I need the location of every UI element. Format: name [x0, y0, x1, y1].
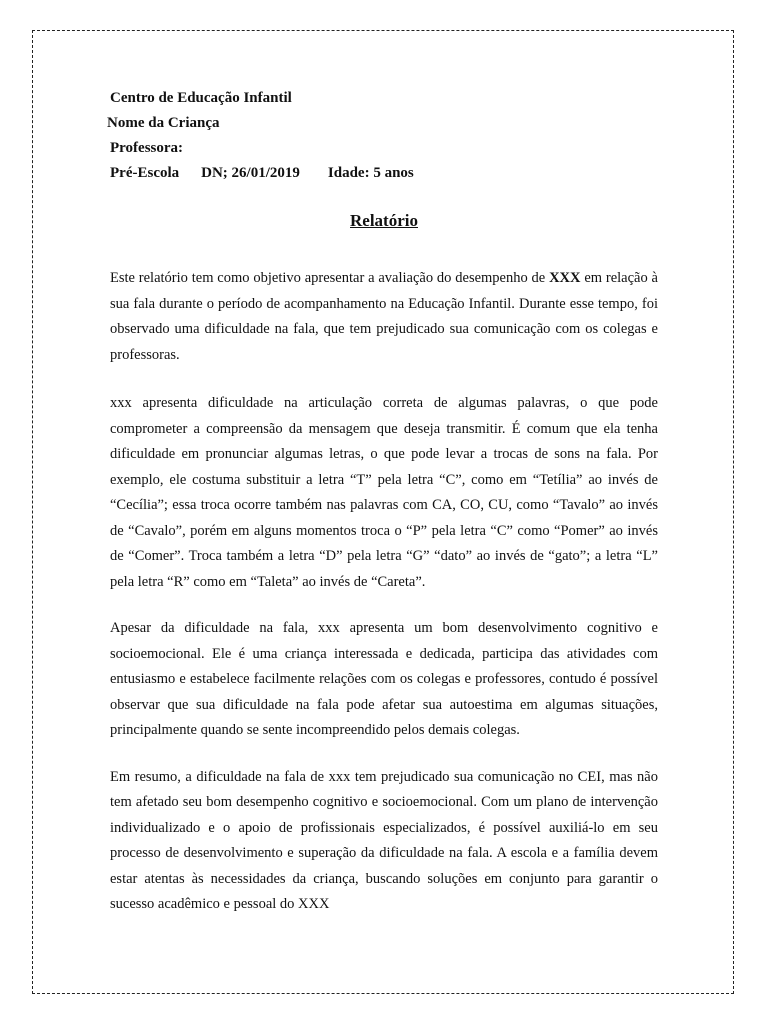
child-name-line: Nome da Criança: [107, 115, 220, 131]
paragraph-development: Apesar da dificuldade na fala, xxx apresenta um bom desenvolvimento cognitivo e socioemocional. Ele é uma criança interessada e dedicada, participa das atividades com entusiasmo e estabelece facilmente relações com os colegas e professores, contudo é possível observar que sua dificuldade na fala pode afetar sua autoestima em algumas situações, principalmente quando se sente incompreendido pelos demais colegas.: [110, 620, 658, 738]
paragraph-articulation: xxx apresenta dificuldade na articulação correta de algumas palavras, o que pode comprometer a compreensão da mensagem que deseja transmitir. É comum que ela tenha dificuldade em pronunciar algumas letras, o que pode levar a trocas de sons na fala. Por exemplo, ele costuma substituir a letra “T” pela letra “C”, como em “Tetília” ao invés de “Cecília”; essa troca ocorre também nas palavras com CA, CO, CU, como “Tavalo” ao invés de “Cavalo”, porém em alguns momentos troca o “P” pela letra “C” como “Pomer” ao invés de “Comer”. Troca também a letra “D” pela letra “G” “dato” ao invés de “gato”; a letra “L” pela letra “R” como em “Taleta” ao invés de “Careta”.: [110, 395, 658, 590]
birth-date: DN; 26/01/2019: [201, 165, 300, 181]
child-name-placeholder: XXX: [549, 270, 581, 286]
paragraph-intro-text-b: em relação à sua fala durante o período de acompanhamento na Educação Infantil. Durante esse tempo, foi observado uma dificuldade na fala, que tem prejudicado sua comunicação com os colegas e professoras.: [110, 270, 658, 363]
document-body: [110, 266, 658, 942]
paragraph-intro: [110, 266, 658, 368]
class-info-line: [110, 161, 414, 186]
document-title: Relatório: [350, 211, 418, 230]
document-header: [107, 86, 414, 186]
teacher-line: Professora:: [110, 140, 184, 156]
paragraph-intro-text-a: Este relatório tem como objetivo apresentar a avaliação do desempenho de: [110, 270, 550, 286]
class-label: Pré-Escola: [110, 165, 180, 181]
paragraph-summary: Em resumo, a dificuldade na fala de xxx tem prejudicado sua comunicação no CEI, mas não tem afetado seu bom desempenho cognitivo e socioemocional. Com um plano de intervenção individualizado e o apoio de profissionais especializados, é possível auxiliá-lo em seu processo de desenvolvimento e superação da dificuldade na fala. A escola e a família devem estar atentas às necessidades da criança, buscando soluções em conjunto para garantir o sucesso acadêmico e pessoal do XXX: [110, 768, 658, 912]
institution-line: Centro de Educação Infantil: [110, 90, 292, 106]
age: Idade: 5 anos: [327, 165, 414, 181]
